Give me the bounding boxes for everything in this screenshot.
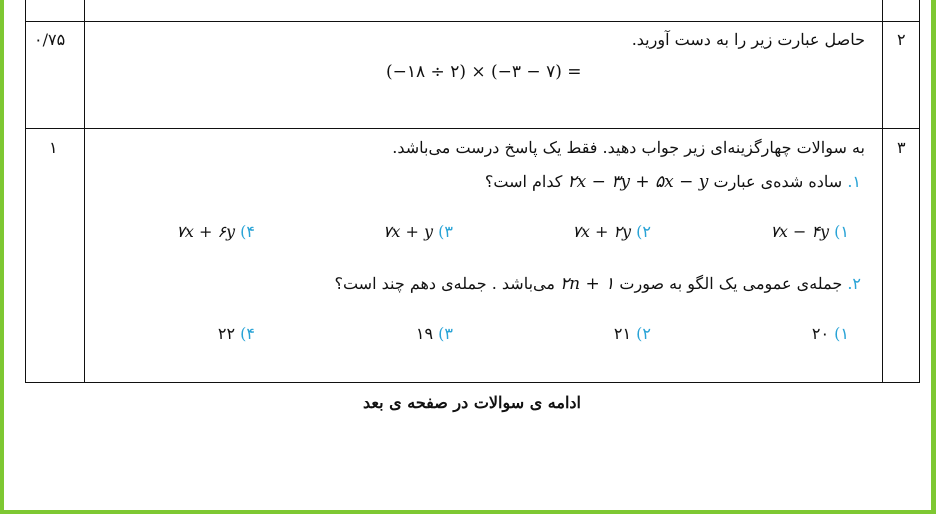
option-value: ۲۰ (811, 324, 830, 343)
subquestion-2 (334, 274, 861, 294)
option-value: ۷x − ۴y (770, 222, 830, 241)
option-1[interactable] (812, 324, 849, 344)
option-4[interactable] (218, 324, 255, 344)
table-line-number-col (882, 0, 883, 383)
question-score: ۱ (49, 138, 58, 157)
option-label: ۳) (438, 324, 453, 343)
option-label: ۱) (834, 324, 849, 343)
subquestion-index: ۱. (847, 172, 861, 191)
math-expression: (−۱۸ ÷ ۲) × (−۳ − ۷) = (386, 62, 582, 82)
option-label: ۲) (636, 324, 651, 343)
table-line-right (919, 0, 920, 383)
question-text: حاصل عبارت زیر را به دست آورید. (631, 30, 865, 49)
subquestion-1 (485, 172, 861, 192)
option-2[interactable] (614, 324, 651, 344)
option-label: ۴) (240, 222, 255, 241)
option-value: ۷x + ۶y (176, 222, 236, 241)
question-number: ۳ (897, 138, 906, 157)
option-label: ۱) (834, 222, 849, 241)
subquestion-expression: ۲x − ۳y + ۵x − y (567, 172, 709, 192)
option-3[interactable] (383, 222, 453, 242)
subquestion-text: کدام است؟ (484, 172, 563, 191)
option-label: ۴) (240, 324, 255, 343)
option-value: ۱۹ (415, 324, 434, 343)
option-value: ۲۲ (217, 324, 236, 343)
option-2[interactable] (572, 222, 651, 242)
question-instruction: به سوالات چهارگزینه‌ای زیر جواب دهید. فقط یک پاسخ درست می‌باشد. (392, 138, 865, 157)
subquestion-expression: ۲n + ۱ (560, 274, 615, 294)
question-score: ۰/۷۵ (34, 30, 66, 49)
table-line-bottom (25, 382, 920, 383)
option-4[interactable] (176, 222, 255, 242)
subquestion-text: می‌باشد . جمله‌ی دهم چند است؟ (334, 274, 555, 293)
question-number: ۲ (897, 30, 906, 49)
option-label: ۳) (438, 222, 453, 241)
table-line-row-separator (25, 128, 920, 129)
subquestion-text: ساده شده‌ی عبارت (713, 172, 843, 191)
continue-note: ادامه ی سوالات در صفحه ی بعد (363, 393, 581, 412)
option-value: ۷x + ۲y (572, 222, 632, 241)
option-value: ۲۱ (613, 324, 632, 343)
option-1[interactable] (770, 222, 849, 242)
option-label: ۲) (636, 222, 651, 241)
subquestion-index: ۲. (847, 274, 861, 293)
option-value: ۷x + y (382, 222, 434, 241)
table-line-left (25, 0, 26, 383)
option-3[interactable] (416, 324, 453, 344)
table-line-top (25, 21, 920, 22)
subquestion-text: جمله‌ی عمومی یک الگو به صورت (619, 274, 843, 293)
table-line-score-col (84, 0, 85, 383)
